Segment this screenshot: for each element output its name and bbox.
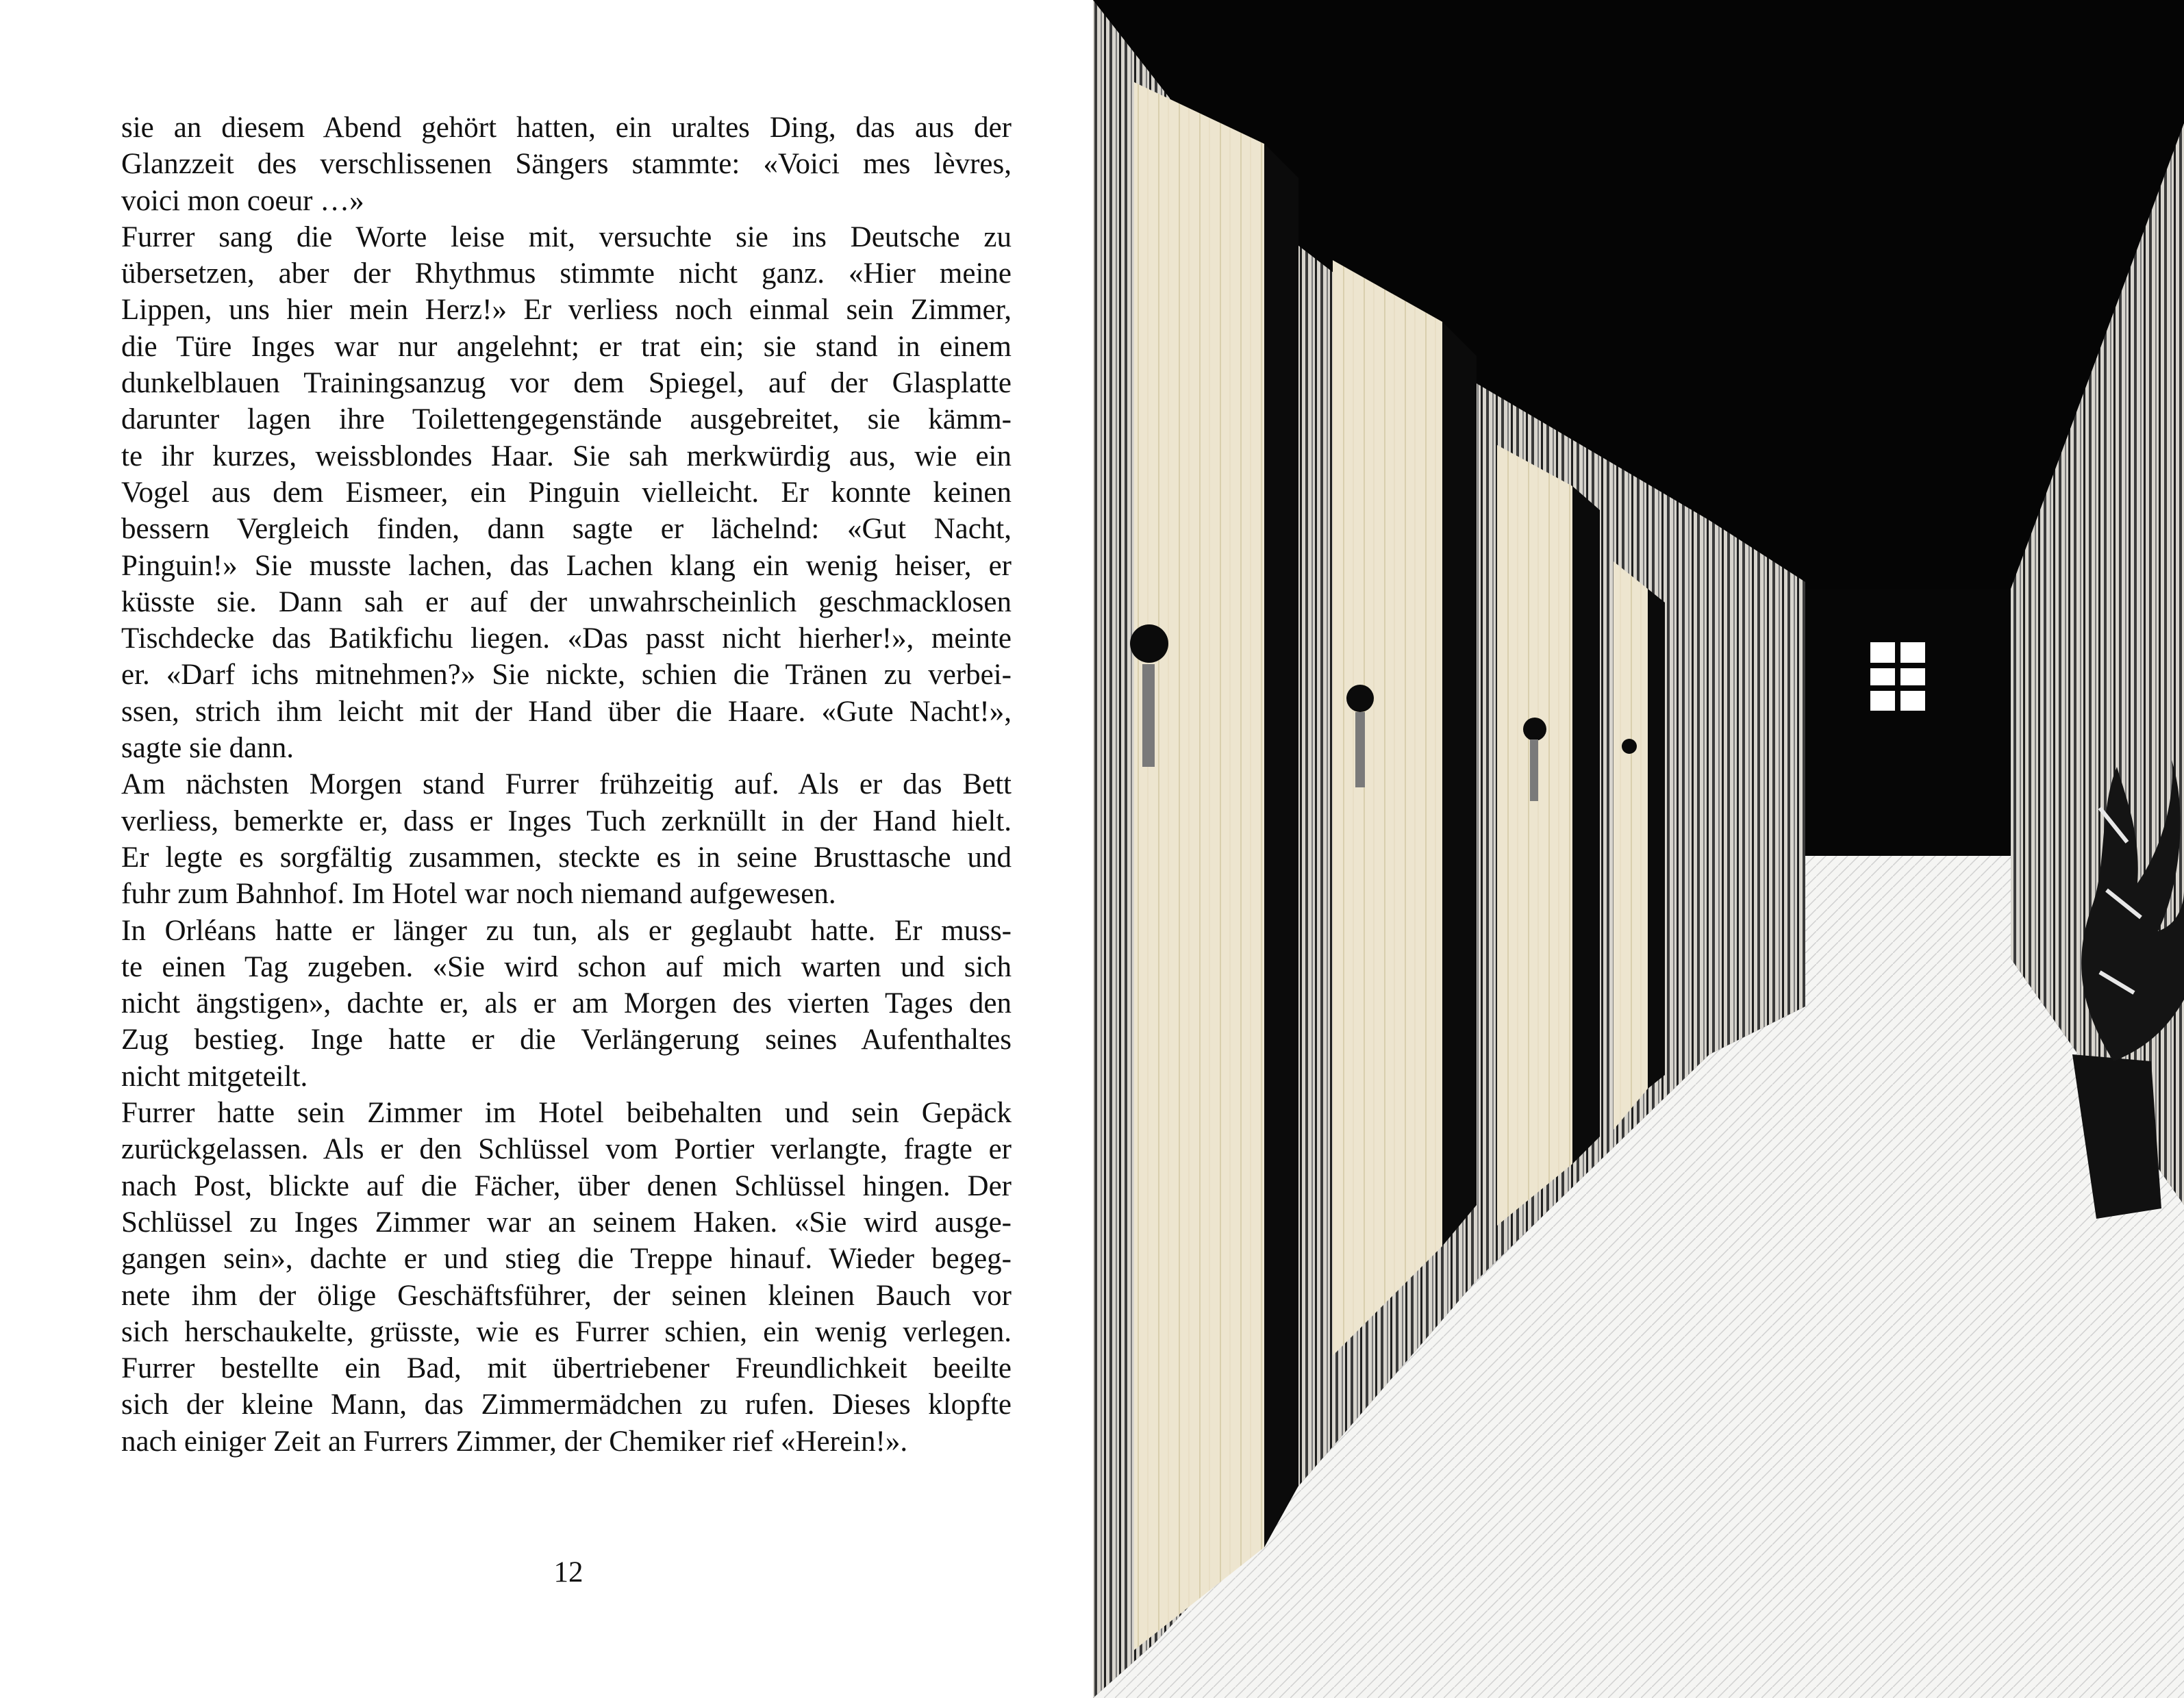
text-line: Zug bestieg. Inge hatte er die Verlängerung seines Aufenthaltes <box>121 1024 1012 1056</box>
text-line: Lippen, uns hier mein Herz!» Er verliess noch einmal sein Zimmer, <box>121 294 1012 327</box>
text-line: sie an diesem Abend gehört hatten, ein uraltes Ding, das aus der <box>121 112 1012 144</box>
corridor-end <box>1805 589 2011 863</box>
body-text <box>121 110 1012 1460</box>
text-line: Er legte es sorgfältig zusammen, steckte es in seine Brusttasche und <box>121 841 1012 874</box>
right-page <box>1093 0 2184 1698</box>
text-line: nete ihm der ölige Geschäftsführer, der seinen kleinen Bauch vor <box>121 1279 1012 1312</box>
text-line: dunkelblauen Trainingsanzug vor dem Spiegel, auf der Glasplatte <box>121 367 1012 400</box>
text-line: Furrer hatte sein Zimmer im Hotel beibehalten und sein Gepäck <box>121 1097 1012 1130</box>
text-line: ssen, strich ihm leicht mit der Hand über die Haare. «Gute Nacht!», <box>121 695 1012 728</box>
door-4 <box>1614 561 1665 1130</box>
hotel-corridor-illustration <box>1093 0 2184 1698</box>
text-line: Furrer bestellte ein Bad, mit übertriebener Freundlichkeit beeilte <box>121 1352 1012 1385</box>
text-line: küsste sie. Dann sah er auf der unwahrscheinlich geschmacklosen <box>121 585 1012 618</box>
text-line: te ihr kurzes, weissblondes Haar. Sie sah merkwürdig aus, wie ein <box>121 440 1012 472</box>
text-line: nicht ängstigen», dachte er, als er am Morgen des vierten Tages den <box>121 987 1012 1020</box>
text-line: voici mon coeur …» <box>121 184 364 217</box>
text-line: sagte sie dann. <box>121 732 294 765</box>
text-line: darunter lagen ihre Toilettengegenstände ausgebreitet, sie kämm- <box>121 403 1012 436</box>
text-line: In Orléans hatte er länger zu tun, als er geglaubt hatte. Er muss- <box>121 914 1012 947</box>
text-line: sich herschaukelte, grüsste, wie es Furrer schien, ein wenig verlegen. <box>121 1315 1012 1348</box>
text-line: verliess, bemerkte er, dass er Inges Tuch zerknüllt in der Hand hielt. <box>121 804 1012 837</box>
text-line: Vogel aus dem Eismeer, ein Pinguin vielleicht. Er konnte keinen <box>121 476 1012 509</box>
text-line: te einen Tag zugeben. «Sie wird schon auf mich warten und sich <box>121 950 1012 983</box>
text-line: nach einiger Zeit an Furrers Zimmer, der Chemiker rief «Herein!». <box>121 1425 908 1458</box>
text-line: nach Post, blickte auf die Fächer, über denen Schlüssel hingen. Der <box>121 1169 1012 1202</box>
door-1 <box>1130 82 1298 1650</box>
text-line: nicht mitgeteilt. <box>121 1060 308 1093</box>
text-line: zurückgelassen. Als er den Schlüssel vom Portier verlangte, fragte er <box>121 1133 1012 1166</box>
text-line: Schlüssel zu Inges Zimmer war an seinem Haken. «Sie wird ausge- <box>121 1206 1012 1239</box>
text-line: gangen sein», dachte er und stieg die Treppe hinauf. Wieder begeg- <box>121 1243 1012 1276</box>
text-line: Glanzzeit des verschlissenen Sängers stammte: «Voici mes lèvres, <box>121 148 1012 181</box>
door-knob-2 <box>1346 685 1374 712</box>
door-2 <box>1333 260 1477 1356</box>
text-line: Furrer sang die Worte leise mit, versuchte sie ins Deutsche zu <box>121 220 1012 253</box>
text-line: er. «Darf ichs mitnehmen?» Sie nickte, schien die Tränen zu verbei- <box>121 659 1012 692</box>
text-line: sich der kleine Mann, das Zimmermädchen zu rufen. Dieses klopfte <box>121 1389 1012 1421</box>
window <box>1870 642 1925 711</box>
text-line: Am nächsten Morgen stand Furrer frühzeitig auf. Als er das Bett <box>121 768 1012 801</box>
text-line: die Türe Inges war nur angelehnt; er trat ein; sie stand in einem <box>121 330 1012 363</box>
text-line: Pinguin!» Sie musste lachen, das Lachen klang ein wenig heiser, er <box>121 549 1012 582</box>
door-knob-4 <box>1622 739 1637 754</box>
page-number: 12 <box>553 1556 583 1588</box>
text-line: übersetzen, aber der Rhythmus stimmte nicht ganz. «Hier meine <box>121 257 1012 290</box>
text-line: bessern Vergleich finden, dann sagte er lächelnd: «Gut Nacht, <box>121 513 1012 546</box>
door-knob-1 <box>1130 624 1168 663</box>
text-line: fuhr zum Bahnhof. Im Hotel war noch niemand aufgewesen. <box>121 878 836 911</box>
door-3 <box>1497 445 1600 1226</box>
text-line: Tischdecke das Batikfichu liegen. «Das passt nicht hierher!», meinte <box>121 622 1012 655</box>
door-knob-3 <box>1523 718 1546 741</box>
